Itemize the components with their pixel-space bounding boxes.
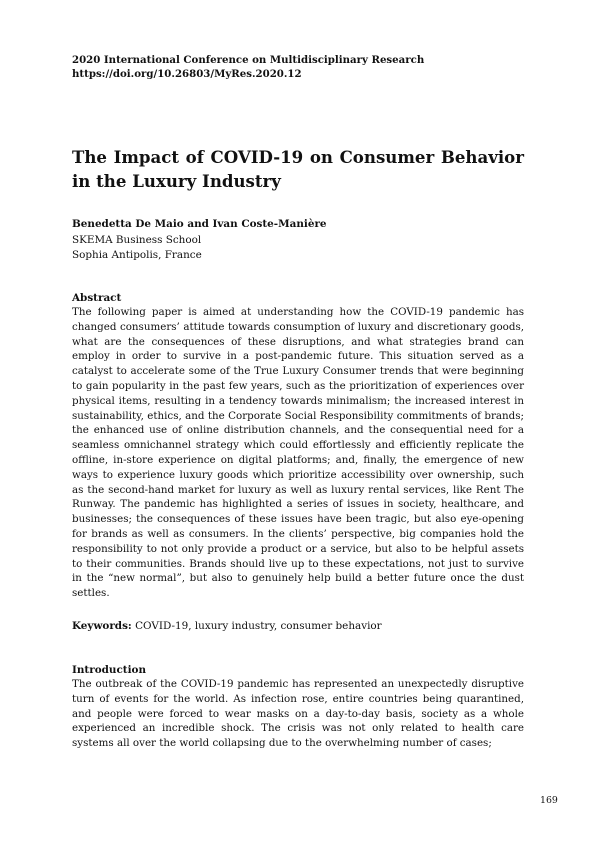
introduction-heading: Introduction <box>72 664 146 676</box>
abstract-heading: Abstract <box>72 292 122 304</box>
doi-link[interactable]: https://doi.org/10.26803/MyRes.2020.12 <box>72 68 302 80</box>
conference-header <box>72 53 532 81</box>
page-number: 169 <box>540 795 558 806</box>
author-names: Benedetta De Maio and Ivan Coste-Manière <box>72 218 327 230</box>
abstract-text: The following paper is aimed at understanding how the COVID-19 pandemic has changed consumers’ attitude towards consumption of luxury and discretionary goods, what are the consequences of these disruptions, and what strategies brand can employ in order to survive in a post-pandemic future. This situation served as a catalyst to accelerate some of the True Luxury Consumer trends that were beginning to gain popularity in the past few years, such as the prioritization of experiences over physical items, resulting in a tendency towards minimalism; the increased interest in sustainability, ethics, and the Corporate Social Responsibility commitments of brands; the enhanced use of online distribution channels, and the consequential need for a seamless omnichannel strategy which could effortlessly and efficiently replicate the offline, in-store experience on digital platforms; and, finally, the emergence of new ways to experience luxury goods which prioritize accessibility over ownership, such as the second-hand market for luxury as well as luxury rental services, like Rent The Runway. The pandemic has highlighted a series of issues in society, healthcare, and businesses; the consequences of these issues have been tragic, but also eye-opening for brands as well as consumers. In the clients’ perspective, big companies hold the responsibility to not only provide a product or a service, but also to be helpful assets to their communities. Brands should live up to these expectations, not just to survive in the “new normal”, but also to genuinely help build a better future once the dust settles. <box>72 306 524 600</box>
introduction-text: The outbreak of the COVID-19 pandemic has represented an unexpectedly disruptive turn of events for the world. As infection rose, entire countries being quarantined, and people were forced to wear masks on a day-to-day basis, society as a whole experienced an incredible shock. The crisis was not only related to health care systems all over the world collapsing due to the overwhelming number of cases; <box>72 678 524 750</box>
conference-name: 2020 International Conference on Multidisciplinary Research <box>72 54 425 66</box>
keywords-text: COVID-19, luxury industry, consumer behavior <box>131 620 382 632</box>
paper-title: The Impact of COVID-19 on Consumer Behavior in the Luxury Industry <box>72 147 524 191</box>
author-affiliation: SKEMA Business School <box>72 233 202 246</box>
author-location: Sophia Antipolis, France <box>72 249 202 261</box>
author-block <box>72 217 532 264</box>
keywords-line <box>72 619 532 633</box>
keywords-label: Keywords: <box>72 620 132 632</box>
